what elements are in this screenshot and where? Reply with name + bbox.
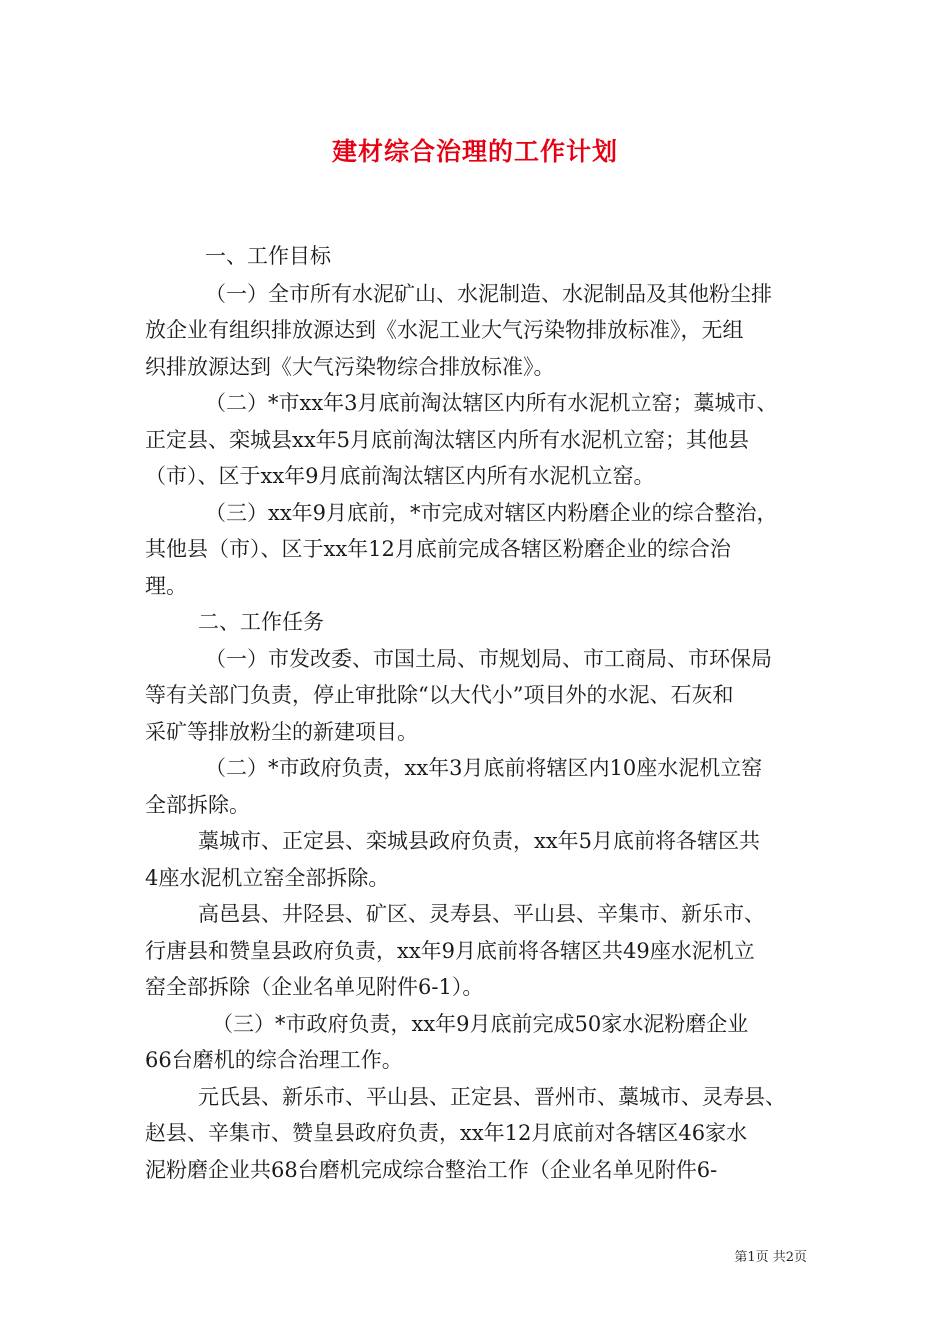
paragraph-line: 高邑县、井陉县、矿区、灵寿县、平山县、辛集市、新乐市、 bbox=[198, 902, 765, 926]
paragraph-line: 66台磨机的综合治理工作。 bbox=[145, 1048, 403, 1072]
paragraph-line: （一）全市所有水泥矿山、水泥制造、水泥制品及其他粉尘排 bbox=[205, 282, 772, 306]
paragraph-line: 赵县、辛集市、赞皇县政府负责，xx年12月底前对各辖区46家水 bbox=[145, 1121, 748, 1145]
paragraph-line: 正定县、栾城县xx年5月底前淘汰辖区内所有水泥机立窑；其他县 bbox=[145, 428, 750, 452]
paragraph-line: 织排放源达到《大气污染物综合排放标准》。 bbox=[145, 355, 555, 379]
paragraph-line: （三）*市政府负责，xx年9月底前完成50家水泥粉磨企业 bbox=[212, 1012, 749, 1036]
paragraph-line: 元氏县、新乐市、平山县、正定县、晋州市、藁城市、灵寿县、 bbox=[198, 1085, 786, 1109]
paragraph-line: 放企业有组织排放源达到《水泥工业大气污染物排放标准》，无组 bbox=[145, 318, 744, 342]
section-heading: 一、工作目标 bbox=[205, 244, 331, 268]
paragraph-line: （三）xx年9月底前，*市完成对辖区内粉磨企业的综合整治， bbox=[205, 501, 778, 525]
document-title: 建材综合治理的工作计划 bbox=[331, 137, 618, 166]
paragraph-line: 窑全部拆除（企业名单见附件6-1）。 bbox=[145, 975, 484, 999]
paragraph-line: （二）*市政府负责，xx年3月底前将辖区内10座水泥机立窑 bbox=[205, 756, 763, 780]
paragraph-line: （二）*市xx年3月底前淘汰辖区内所有水泥机立窑；藁城市、 bbox=[205, 391, 778, 415]
paragraph-line: 泥粉磨企业共68台磨机完成综合整治工作（企业名单见附件6- bbox=[145, 1158, 718, 1182]
paragraph-line: 理。 bbox=[145, 574, 187, 598]
page-number: 第1页 共2页 bbox=[734, 1250, 807, 1265]
paragraph-line: 藁城市、正定县、栾城县政府负责，xx年5月底前将各辖区共 bbox=[198, 829, 761, 853]
paragraph-line: 其他县（市）、区于xx年12月底前完成各辖区粉磨企业的综合治 bbox=[145, 537, 731, 561]
paragraph-line: 行唐县和赞皇县政府负责，xx年9月底前将各辖区共49座水泥机立 bbox=[145, 939, 755, 963]
paragraph-line: 采矿等排放粉尘的新建项目。 bbox=[145, 720, 418, 744]
paragraph-line: 4座水泥机立窑全部拆除。 bbox=[145, 866, 390, 890]
section-heading: 二、工作任务 bbox=[198, 610, 324, 634]
paragraph-line: （一）市发改委、市国土局、市规划局、市工商局、市环保局 bbox=[205, 647, 772, 671]
paragraph-line: 等有关部门负责，停止审批除“以大代小”项目外的水泥、石灰和 bbox=[145, 683, 734, 707]
paragraph-line: （市）、区于xx年9月底前淘汰辖区内所有水泥机立窑。 bbox=[145, 464, 655, 488]
paragraph-line: 全部拆除。 bbox=[145, 793, 250, 817]
